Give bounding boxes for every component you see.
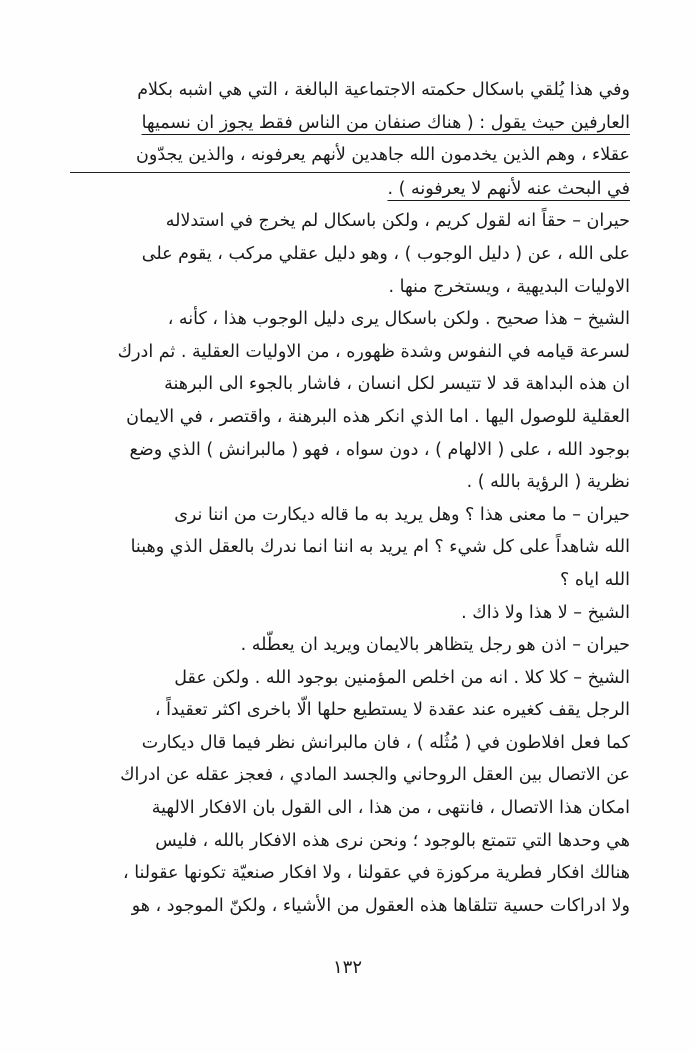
text-line: حيران – حقاً انه لقول كريم ، ولكن باسكال لم يخرج في استدلاله <box>165 211 630 232</box>
text-line: حيران – ما معنى هذا ؟ وهل يريد به ما قاله ديكارت من اننا نرى <box>174 504 630 525</box>
text-line: الشيخ – لا هذا ولا ذاك . <box>461 602 630 623</box>
text-line: الله اياه ؟ <box>559 569 630 590</box>
text-line: بوجود الله ، على ( الالهام ) ، دون سواه ، فهو ( مالبرانش ) الذي وضع <box>129 439 630 460</box>
text-line: على الله ، عن ( دليل الوجوب ) ، وهو دليل عقلي مركب ، يقوم على <box>141 243 630 264</box>
text-line: ولا ادراكات حسية تتلقاها هذه العقول من الأشياء ، ولكنّ الموجود ، هو <box>131 895 630 916</box>
text-line: هي وحدها التي تتمتع بالوجود ؛ ونحن نرى هذه الافكار بالله ، فليس <box>155 830 630 851</box>
text-line: في البحث عنه لأنهم لا يعرفونه ) . <box>387 178 630 199</box>
body-text <box>70 74 630 922</box>
text-line: وفي هذا يُلقي باسكال حكمته الاجتماعية البالغة ، التي هي اشبه بكلام <box>137 80 630 100</box>
text-line: العارفين حيث يقول : ( هناك صنفان من الناس فقط يجوز ان نسميها <box>141 112 630 133</box>
text-line: لسرعة قيامه في النفوس وشدة ظهوره ، من الاوليات العقلية . ثم ادرك <box>117 341 630 362</box>
text-line: نظرية ( الرؤية بالله ) . <box>466 472 630 493</box>
text-line: العقلية للوصول اليها . اما الذي انكر هذه البرهنة ، واقتصر ، في الايمان <box>126 406 630 427</box>
text-line: ان هذه البداهة قد لا تتيسر لكل انسان ، فاشار بالجوء الى البرهنة <box>164 374 630 395</box>
page-number: ١٣٢ <box>332 957 362 978</box>
text-line: امكان هذا الاتصال ، فانتهى ، من هذا ، الى القول بان الافكار الالهية <box>151 798 630 819</box>
text-line: عن الاتصال بين العقل الروحاني والجسد المادي ، فعجز عقله عن ادراك <box>120 765 630 786</box>
text-line: الله شاهداً على كل شيء ؟ ام يريد به اننا انما ندرك بالعقل الذي وهبنا <box>130 537 630 558</box>
text-line: هنالك افكار فطرية مركوزة في عقولنا ، ولا افكار صنعيّة تكونها عقولنا ، <box>122 863 630 884</box>
text-line: كما فعل افلاطون في ( مُثُله ) ، فان مالبرانش نظر فيما قال ديكارت <box>141 732 630 753</box>
text-line: الرجل يقف كغيره عند عقدة لا يستطيع حلها الّا باخرى اكثر تعقيداً ، <box>154 700 630 721</box>
text-line: عقلاء ، وهم الذين يخدمون الله جاهدين لأنهم يعرفونه ، والذين يجدّون <box>70 139 630 173</box>
text-line: الشيخ – كلا كلا . انه من اخلص المؤمنين بوجود الله . ولكن عقل <box>174 667 630 688</box>
text-line: الاوليات البديهية ، ويستخرج منها . <box>388 276 630 297</box>
text-line: الشيخ – هذا صحيح . ولكن باسكال يرى دليل الوجوب هذا ، كأنه ، <box>167 309 630 330</box>
text-line: حيران – اذن هو رجل يتظاهر بالايمان ويريد ان يعطّله . <box>240 635 630 656</box>
